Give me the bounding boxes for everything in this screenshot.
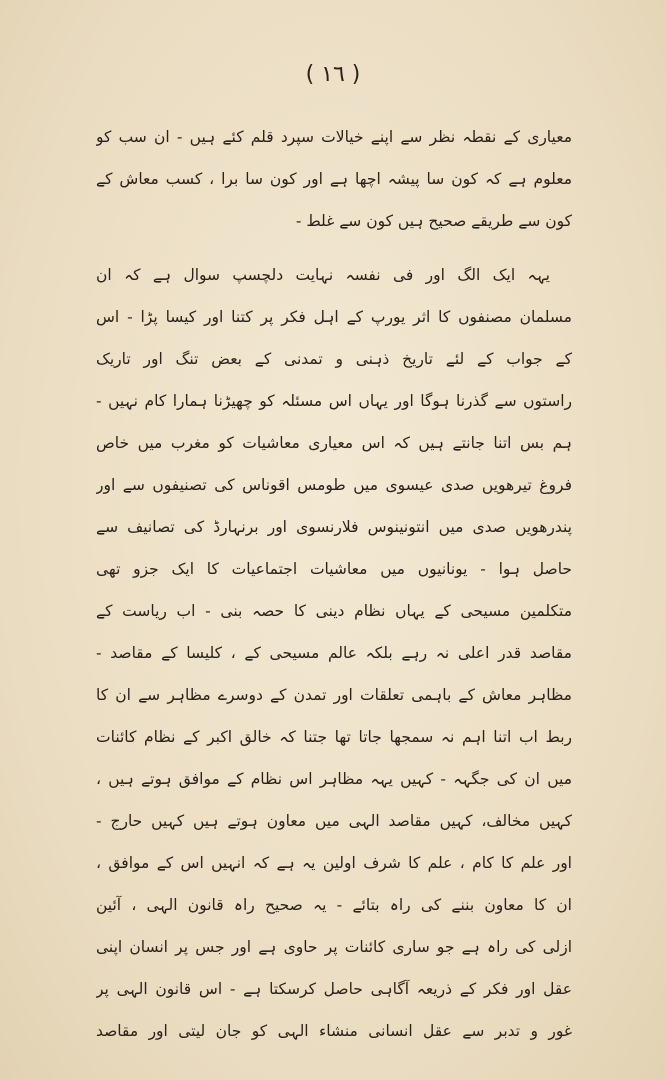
text-line: معلوم ہے کہ کون سا پیشہ اچھا ہے اور کون سا برا ، کسب معاش کے: [96, 170, 572, 188]
text-line: اور علم کا کام ، علم کا شرف اولین یہ ہے کہ انہیں اس کے موافق ،: [96, 854, 572, 872]
text-line: ان کا معاون بننے کی راہ بتائے - یہ صحیح راہ قانون الہی ، آئین: [96, 896, 572, 914]
text-line: مسلمان مصنفوں کا اثر یورپ کے اہل فکر پر کتنا اور کیسا پڑا - اس: [96, 308, 572, 326]
text-line: عقل اور فکر کے ذریعہ آگاہی حاصل کرسکتا ہے - اس قانون الہی پر: [96, 980, 572, 998]
text-line: راستوں سے گذرنا ہوگا اور یہاں اس مسئلہ کو چھیڑنا ہمارا کام نہیں -: [96, 392, 572, 410]
text-line: فروغ تیرھویں صدی عیسوی میں طومس اقوناس کی تصنیفوں سے اور: [96, 476, 572, 494]
text-line: معیاری کے نقطہ نظر سے اپنے خیالات سپرد قلم کئے ہیں - ان سب کو: [96, 128, 572, 146]
text-line: مقاصد قدر اعلی نہ رہے بلکہ عالم مسیحی کے ، کلیسا کے مقاصد -: [96, 644, 572, 662]
text-line: حاصل ہوا - یونانیوں میں معاشیات اجتماعیات کا ایک جزو تھی: [96, 560, 572, 578]
paragraph-1: [96, 116, 572, 242]
text-line: کون سے طریقے صحیح ہیں کون سے غلط -: [295, 212, 572, 230]
text-line: پندرھویں صدی میں انتونینوس فلارنسوی اور برنہارڈ کی تصانیف سے: [96, 518, 572, 536]
text-line: ہم بس اتنا جانتے ہیں کہ اس معیاری معاشیات کو مغرب میں خاص: [96, 434, 572, 452]
text-line: یہہ ایک الگ اور فی نفسہ نہایت دلچسپ سوال ہے کہ ان: [96, 266, 550, 284]
text-line: مظاہر معاش کے باہمی تعلقات اور تمدن کے دوسرے مظاہر سے ان کا: [96, 686, 572, 704]
text-line: متکلمین مسیحی کے یہاں نظام دینی کا حصہ بنی - اب ریاست کے: [96, 602, 572, 620]
text-line: کہیں مخالف، کہیں مقاصد الہی میں معاون ہوتے ہیں کہیں حارج -: [96, 812, 572, 830]
text-line: میں ان کی جگہہ - کہیں یہہ مظاہر اس نظام کے موافق ہوتے ہیں ،: [96, 770, 572, 788]
text-line: ربط اب اتنا اہم نہ سمجھا جاتا تھا جتنا کہ خالق اکبر کے نظام کائنات: [96, 728, 572, 746]
page-number: ( ١٦ ): [305, 62, 361, 87]
text-line: ازلی کی راہ ہے جو ساری کائنات پر حاوی ہے اور جس پر انسان اپنی: [96, 938, 572, 956]
paragraph-2: [96, 254, 572, 1052]
text-line: غور و تدبر سے عقل انسانی منشاء الہی کو جان لیتی اور مقاصد: [96, 1022, 572, 1040]
text-line: کے جواب کے لئے تاریخ ذہنی و تمدنی کے بعض تنگ اور تاریک: [96, 350, 572, 368]
